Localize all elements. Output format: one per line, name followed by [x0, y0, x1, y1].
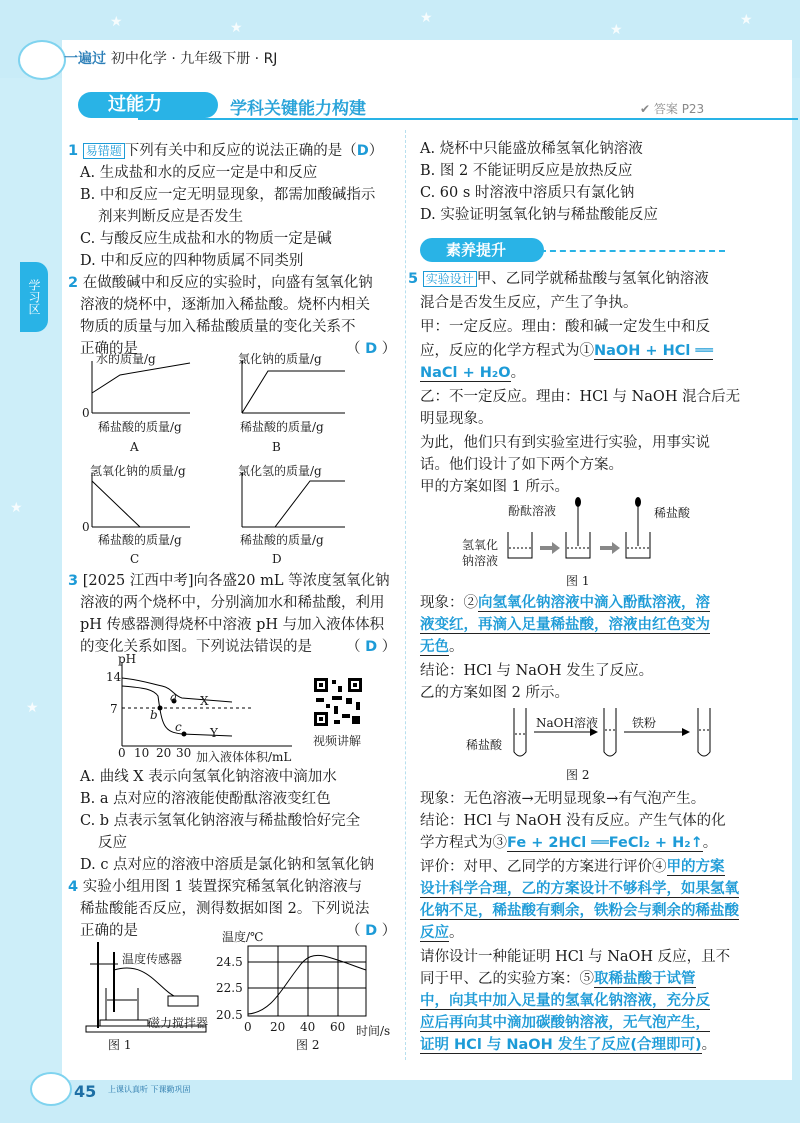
q4-temp-chart — [242, 942, 372, 1022]
q5-acid-label: 稀盐酸 — [654, 506, 691, 520]
q1-option-b: B. 中和反应一定无明显现象，都需加酸碱指示 — [80, 187, 376, 203]
q2-d-xlabel: 稀盐酸的质量/g — [240, 533, 324, 547]
q4-stirrer-label: 磁力搅拌器 — [148, 1016, 209, 1030]
q4-stem-2: 稀盐酸能否反应，测得数据如图 2。下列说法 — [80, 901, 370, 917]
q4-temp-curve — [248, 955, 366, 1014]
q1-option-d: D. 中和反应的四种物质属不同类别 — [80, 253, 304, 269]
q3-y14: 14 — [106, 670, 122, 684]
q2-c-origin: 0 — [82, 520, 90, 534]
q5-stem-9: 甲的方案如图 1 所示。 — [420, 479, 569, 495]
q4-x40: 40 — [300, 1020, 316, 1034]
q1-stem: 1 易错题 下列有关中和反应的说法正确的是（D） — [68, 143, 384, 159]
q3-stem-1: 3 [2025 江西中考]向各盛20 mL 等浓度氢氧化钠 — [68, 573, 390, 589]
q5-fig2-acid: 稀盐酸 — [466, 738, 503, 752]
q2-graph-c — [92, 473, 190, 527]
q3-stem-3: pH 传感器测得烧杯中溶液 pH 与加入液体体积 — [80, 617, 385, 633]
q5-stem-13: 评价：对甲、乙同学的方案进行评价④甲的方案 — [420, 859, 725, 875]
q3-point-c: c — [175, 720, 182, 734]
q5-answer-5c: 应后再向其中滴加碳酸钠溶液，无气泡产生， — [420, 1015, 710, 1031]
q2-answer: （ D ） — [346, 341, 397, 357]
q5-answer-4d: 反应。 — [420, 925, 464, 941]
q3-y-label: pH — [118, 652, 137, 666]
q3-option-d: D. c 点对应的溶液中溶质是氯化钠和氢氧化钠 — [80, 857, 375, 873]
q5-observation-1: 现象：②向氢氧化钠溶液中滴入酚酞溶液，溶 — [420, 595, 710, 611]
q5-stem-6: 明显现象。 — [420, 411, 493, 427]
footer-mascot-icon — [30, 1072, 72, 1106]
answer-reference: ✔ 答案 P23 — [640, 102, 705, 116]
q5-fig2-iron: 铁粉 — [632, 716, 657, 730]
q3-y7: 7 — [110, 702, 118, 716]
q3-option-c: C. b 点表示氢氧化钠溶液与稀盐酸恰好完全 — [80, 813, 361, 829]
q2-d-ylabel: 氯化氢的质量/g — [238, 464, 322, 478]
section-line — [540, 250, 725, 252]
q4-y1: 24.5 — [216, 955, 243, 969]
q3-option-a: A. 曲线 X 表示向氢氧化钠溶液中滴加水 — [80, 769, 337, 785]
q2-stem-4: 正确的是 — [80, 341, 138, 357]
q5-stem-7: 为此，他们只有到实验室进行实验，用事实说 — [420, 435, 710, 451]
q4-option-b: B. 图 2 不能证明反应是放热反应 — [420, 163, 633, 179]
banner-subtitle: 学科关键能力构建 — [230, 99, 366, 119]
q1-option-b-cont: 剂来判断反应是否发生 — [98, 209, 243, 225]
q5-conclusion-1: 结论：HCl 与 NaOH 发生了反应。 — [420, 663, 654, 679]
q4-fig2-caption: 图 2 — [296, 1038, 320, 1052]
q2-stem-2: 溶液的烧杯中，逐渐加入稀盐酸。烧杯内相关 — [80, 297, 370, 313]
q2-a-ylabel: 水的质量/g — [96, 352, 156, 366]
q5-answer-1: NaCl + H₂O。 — [420, 365, 526, 381]
q5-answer-4c: 化钠不足，稀盐酸有剩余，铁粉会与剩余的稀盐酸 — [420, 903, 739, 919]
q5-observation-3: 无色。 — [420, 639, 464, 655]
banner-title: 过能力 — [78, 92, 218, 118]
q5-fig2-naoh: NaOH溶液 — [536, 716, 598, 730]
q4-x20: 20 — [270, 1020, 286, 1034]
q5-stem-3: 甲：一定反应。理由：酸和碱一定发生中和反 — [420, 319, 710, 335]
q3-series-x: X — [200, 694, 209, 708]
mascot-logo-icon — [18, 40, 66, 80]
q3-option-c-cont: 反应 — [98, 835, 127, 851]
q4-x60: 60 — [330, 1020, 346, 1034]
q5-stem-10: 乙的方案如图 2 所示。 — [420, 685, 569, 701]
q3-series-y: Y — [210, 726, 218, 740]
q2-a-xlabel: 稀盐酸的质量/g — [98, 420, 182, 434]
qr-code-icon[interactable] — [312, 676, 364, 728]
q5-base-label-2: 钠溶液 — [462, 554, 499, 568]
qr-caption: 视频讲解 — [313, 734, 362, 748]
page-number: 45 — [74, 1082, 97, 1101]
q2-b-letter: B — [272, 440, 281, 454]
q5-answer-5b: 中，向其中加入足量的氢氧化钠溶液，充分反 — [420, 993, 710, 1009]
q5-observation-b: 现象：无色溶液→无明显现象→有气泡产生。 — [420, 791, 706, 807]
q5-stem-15: 同于甲、乙的实验方案：⑤取稀盐酸于试管 — [420, 971, 696, 987]
q2-c-xlabel: 稀盐酸的质量/g — [98, 533, 182, 547]
q5-answer-5d: 证明 HCl 与 NaOH 发生了反应(合理即可)。 — [420, 1037, 717, 1053]
q5-stem-2: 混合是否发生反应，产生了争执。 — [420, 295, 638, 311]
q2-a-letter: A — [130, 440, 139, 454]
q4-fig1-caption: 图 1 — [108, 1038, 132, 1052]
q3-stem-2: 溶液的两个烧杯中，分别滴加水和稀盐酸，利用 — [80, 595, 385, 611]
section-banner — [78, 92, 718, 118]
q2-graph-b — [242, 361, 345, 413]
q2-b-ylabel: 氯化钠的质量/g — [238, 352, 322, 366]
q1-option-c: C. 与酸反应生成盐和水的物质一定是碱 — [80, 231, 332, 247]
q2-c-letter: C — [130, 552, 140, 566]
q4-option-d: D. 实验证明氢氧化钠与稀盐酸能反应 — [420, 207, 658, 223]
q3-option-b: B. a 点对应的溶液能使酚酞溶液变红色 — [80, 791, 331, 807]
q3-x0: 0 — [118, 746, 126, 760]
section-title: 素养提升 — [420, 238, 544, 262]
q3-stem-4: 的变化关系如图。下列说法错误的是 — [80, 639, 312, 655]
q5-answer-4b: 设计科学合理，乙的方案设计不够科学，如果氢氧 — [420, 881, 739, 897]
q2-graph-a — [92, 361, 190, 413]
q4-option-a: A. 烧杯中只能盛放稀氢氧化钠溶液 — [420, 141, 643, 157]
q3-x20: 20 — [156, 746, 172, 760]
q5-stem-8: 话。他们设计了如下两个方案。 — [420, 457, 623, 473]
q2-graph-d — [242, 473, 345, 527]
q2-d-letter: D — [272, 552, 282, 566]
q3-answer: （ D ） — [346, 639, 397, 655]
q4-y3: 20.5 — [216, 1008, 243, 1022]
q4-sensor-label: 温度传感器 — [122, 952, 183, 966]
q5-stem-5: 乙：不一定反应。理由：HCl 与 NaOH 混合后无 — [420, 389, 741, 405]
column-divider — [405, 130, 406, 1060]
q4-stem-1: 4 实验小组用图 1 装置探究稀氢氧化钠溶液与 — [68, 879, 363, 895]
q5-stem-1: 5 实验设计 甲、乙同学就稀盐酸与氢氧化钠溶液 — [408, 271, 709, 287]
q3-x10: 10 — [134, 746, 150, 760]
q5-observation-2: 液变红，再滴入足量稀盐酸，溶液由红色变为 — [420, 617, 710, 633]
q4-temp-ylabel: 温度/℃ — [222, 930, 264, 944]
q4-xlabel: 时间/s — [356, 1024, 391, 1038]
header-title: 一遍过 初中化学 · 九年级下册 · RJ — [64, 51, 278, 67]
q5-fig2-caption: 图 2 — [566, 768, 590, 782]
q1-option-a: A. 生成盐和水的反应一定是中和反应 — [80, 165, 318, 181]
q5-stem-14: 请你设计一种能证明 HCl 与 NaOH 反应，且不 — [420, 949, 731, 965]
q2-c-ylabel: 氢氧化钠的质量/g — [90, 464, 186, 478]
q5-fig2 — [500, 704, 720, 764]
q3-point-b: b — [150, 708, 158, 722]
q4-x0: 0 — [244, 1020, 252, 1034]
q2-b-xlabel: 稀盐酸的质量/g — [240, 420, 324, 434]
q4-answer: （ D ） — [346, 923, 397, 939]
q4-y2: 22.5 — [216, 981, 243, 995]
q2-stem-3: 物质的质量与加入稀盐酸质量的变化关系不 — [80, 319, 356, 335]
q2-a-origin: 0 — [82, 406, 90, 420]
q3-x30: 30 — [176, 746, 192, 760]
q4-stem-3: 正确的是 — [80, 923, 138, 939]
q2-stem-1: 2 在做酸碱中和反应的实验时，向盛有氢氧化钠 — [68, 275, 373, 291]
q4-option-c: C. 60 s 时溶液中溶质只有氯化钠 — [420, 185, 635, 201]
q5-stem-11: 结论：HCl 与 NaOH 没有反应。产生气体的化 — [420, 813, 726, 829]
q5-base-label-1: 氢氧化 — [462, 538, 499, 552]
q3-point-a: a — [170, 690, 178, 704]
side-tab: 学习区 — [20, 262, 48, 332]
q5-stem-4: 应，反应的化学方程式为①NaOH + HCl ══ — [420, 343, 713, 359]
q5-fig1-caption: 图 1 — [566, 574, 590, 588]
q5-stem-12: 学方程式为③Fe + 2HCl ══FeCl₂ + H₂↑。 — [420, 835, 718, 851]
q3-xlabel: 加入液体体积/mL — [196, 750, 292, 764]
footer-note: 上课认真听 下课勤巩固 — [108, 1085, 191, 1094]
q5-phenol-label: 酚酞溶液 — [508, 504, 557, 518]
